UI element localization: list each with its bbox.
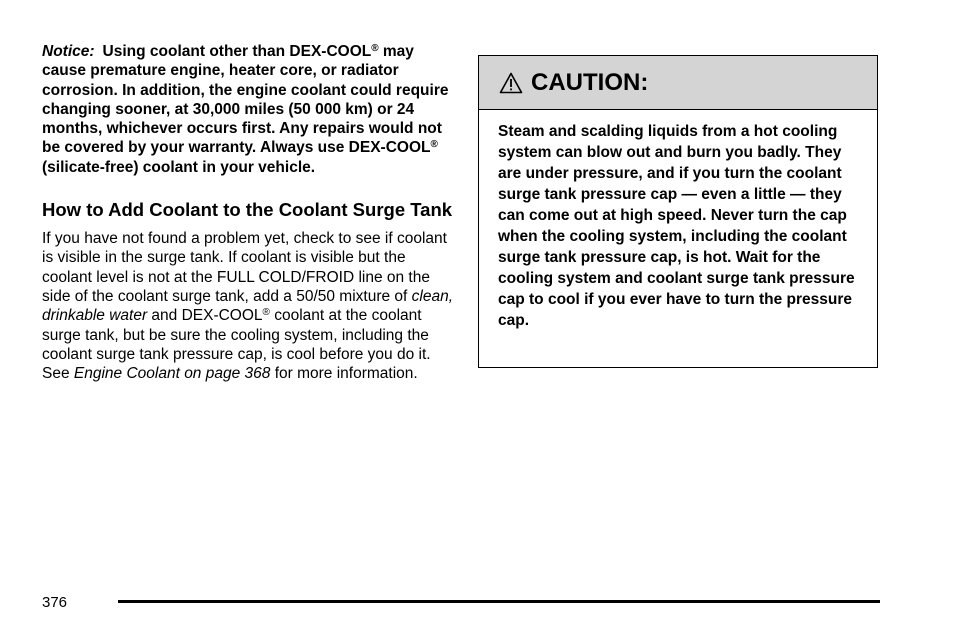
body-text-2: and DEX-COOL [147,307,263,325]
registered-mark: ® [262,307,270,319]
body-text-3: coolant at the coolant surge tank, but be sure the cooling system, including the coolant surge tank pressure cap, is cool before you do it. See [42,307,431,383]
body-italic-1: clean, drinkable water [42,287,454,325]
registered-mark: ® [430,139,438,151]
notice-text-1: Using coolant other than DEX-COOL [102,43,372,60]
section-body [42,229,454,383]
warning-triangle-icon [499,72,523,94]
footer-rule [118,600,880,603]
body-italic-2: Engine Coolant on page 368 [73,365,271,383]
caution-header [479,56,877,110]
section-heading: How to Add Coolant to the Coolant Surge Tank [42,199,453,221]
caution-box [478,55,878,368]
caution-title: CAUTION: [531,68,649,96]
notice-text-3: (silicate-free) coolant in your vehicle. [42,158,316,176]
notice-paragraph [42,42,454,177]
notice-label: Notice: [42,43,95,60]
body-text-4: for more information. [270,365,418,383]
page-number: 376 [42,594,68,611]
registered-mark: ® [371,43,379,54]
left-column [42,42,454,383]
notice-text-2: may cause premature engine, heater core, or radiator corrosion. In addition, the engine coolant could require changing sooner, at 30,000 miles (50 000 km) or 24 months, whichever occurs first. Any repairs would not be covered by your warranty. Always use DEX-COOL [42,43,449,157]
caution-text: Steam and scalding liquids from a hot cooling system can blow out and burn you badly. They are under pressure, and if you turn the coolant surge tank pressure cap — even a little — they can come out at high speed. Never turn the cap when the cooling system, including the coolant surge tank pressure cap, is hot. Wait for the cooling system and coolant surge tank pressure cap to cool if you ever have to turn the pressure cap. [498,123,855,329]
body-text-1: If you have not found a problem yet, check to see if coolant is visible in the surge tank. If coolant is visible but the coolant level is not at the FULL COLD/FROID line on the side of the coolant surge tank, add a 50/50 mixture of [42,230,447,305]
